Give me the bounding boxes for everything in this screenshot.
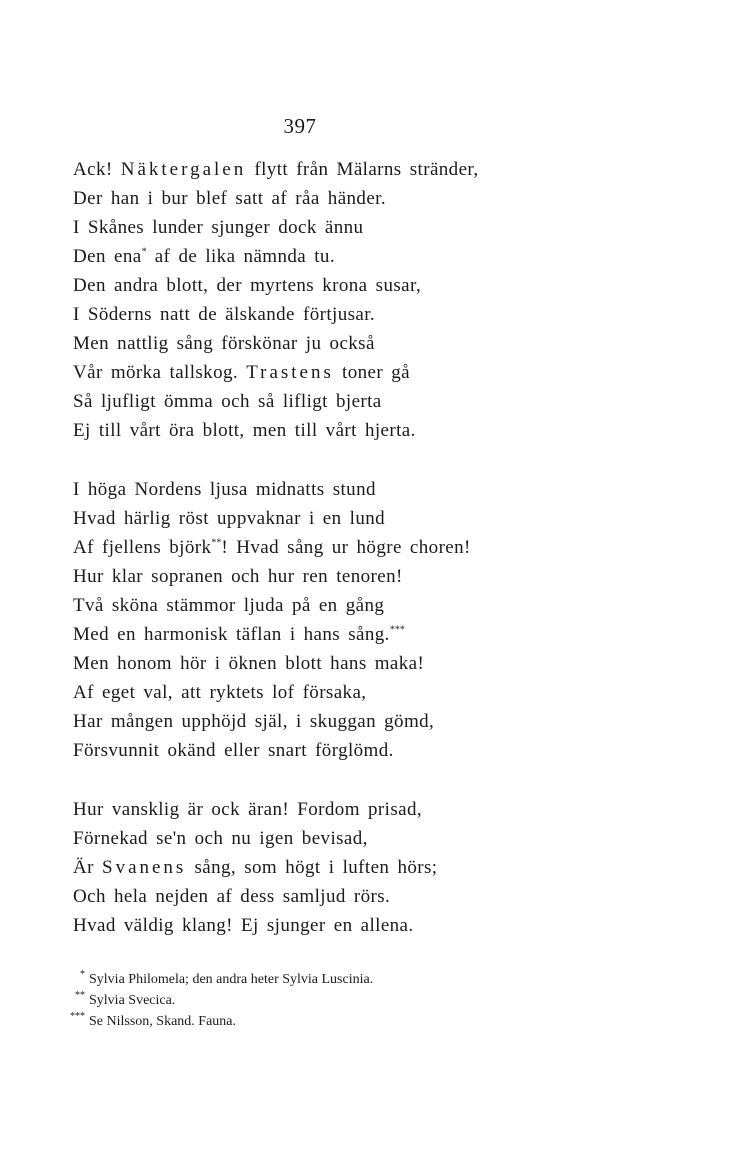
footnote: ** Sylvia Svecica. [75, 990, 176, 1008]
line-text: Och hela nejden af dess samljud rörs. [73, 886, 391, 907]
poem-line [73, 824, 733, 853]
line-text: Den ena [73, 246, 142, 267]
poem-line [73, 416, 733, 445]
poem-line [73, 300, 733, 329]
line-text: Vår mörka tallskog. [73, 362, 247, 383]
line-text: Så ljufligt ömma och så lifligt bjerta [73, 391, 382, 412]
poem-line [73, 329, 733, 358]
stanza [73, 155, 733, 445]
line-text: Hvad väldig klang! Ej sjunger en allena. [73, 915, 414, 936]
line-text: Är [73, 857, 102, 878]
footnote-text: Sylvia Svecica. [89, 993, 176, 1008]
poem-line [73, 649, 733, 678]
poem-line [73, 853, 733, 882]
poem-line [73, 591, 733, 620]
footnote-reference: *** [389, 624, 405, 636]
poem-line [73, 562, 733, 591]
line-text: toner gå [333, 362, 410, 383]
footnote-reference: * [141, 246, 147, 258]
line-text: Ack! [73, 159, 121, 180]
footnote-text: Se Nilsson, Skand. Fauna. [89, 1014, 236, 1029]
poem-line [73, 242, 733, 271]
line-text: Den andra blott, der myrtens krona susar, [73, 275, 422, 296]
line-text: Men nattlig sång förskönar ju också [73, 333, 375, 354]
line-text: Hvad härlig röst uppvaknar i en lund [73, 508, 386, 529]
poem-line [73, 213, 733, 242]
poem-line [73, 678, 733, 707]
footnote: *** Se Nilsson, Skand. Fauna. [70, 1011, 236, 1029]
poem-line [73, 736, 733, 765]
poem-line [73, 707, 733, 736]
poem-line [73, 387, 733, 416]
poem-line [73, 882, 733, 911]
emphasized-name: Trastens [246, 362, 334, 383]
poem-line [73, 184, 733, 213]
poem-body [73, 155, 733, 970]
poem-line [73, 911, 733, 940]
line-text: af de lika nämnda tu. [146, 246, 335, 267]
page-number: 397 [283, 114, 317, 138]
footnote-reference: ** [211, 537, 222, 549]
footnote: * Sylvia Philomela; den andra heter Sylvia Luscinia. [80, 969, 374, 987]
poem-line [73, 475, 733, 504]
footnote-text: Sylvia Philomela; den andra heter Sylvia Luscinia. [89, 972, 374, 987]
line-text: Der han i bur blef satt af råa händer. [73, 188, 386, 209]
line-text: Af fjellens björk [73, 537, 212, 558]
line-text: Ej till vårt öra blott, men till vårt hjerta. [73, 420, 416, 441]
line-text: Förnekad se'n och nu igen bevisad, [73, 828, 368, 849]
line-text: Hur klar sopranen och hur ren tenoren! [73, 566, 403, 587]
line-text: flytt från Mälarns stränder, [246, 159, 479, 180]
line-text: Af eget val, att ryktets lof försaka, [73, 682, 367, 703]
line-text: sång, som högt i luften hörs; [186, 857, 438, 878]
poem-line [73, 504, 733, 533]
line-text: Försvunnit okänd eller snart förglömd. [73, 740, 394, 761]
line-text: ! Hvad sång ur högre choren! [221, 537, 471, 558]
line-text: Med en harmonisk täflan i hans sång. [73, 624, 390, 645]
emphasized-name: Svanens [102, 857, 187, 878]
line-text: Hur vansklig är ock äran! Fordom prisad, [73, 799, 423, 820]
poem-line [73, 358, 733, 387]
line-text: Två sköna stämmor ljuda på en gång [73, 595, 385, 616]
line-text: I höga Nordens ljusa midnatts stund [73, 479, 376, 500]
poem-line [73, 620, 733, 649]
poem-line [73, 271, 733, 300]
poem-line [73, 795, 733, 824]
footnotes [55, 969, 695, 1032]
line-text: Har mången upphöjd själ, i skuggan gömd, [73, 711, 435, 732]
poem-line [73, 155, 733, 184]
poem-line [73, 533, 733, 562]
line-text: Men honom hör i öknen blott hans maka! [73, 653, 425, 674]
stanza [73, 475, 733, 765]
line-text: I Skånes lunder sjunger dock ännu [73, 217, 364, 238]
stanza [73, 795, 733, 940]
line-text: I Söderns natt de älskande förtjusar. [73, 304, 376, 325]
emphasized-name: Näktergalen [120, 159, 247, 180]
